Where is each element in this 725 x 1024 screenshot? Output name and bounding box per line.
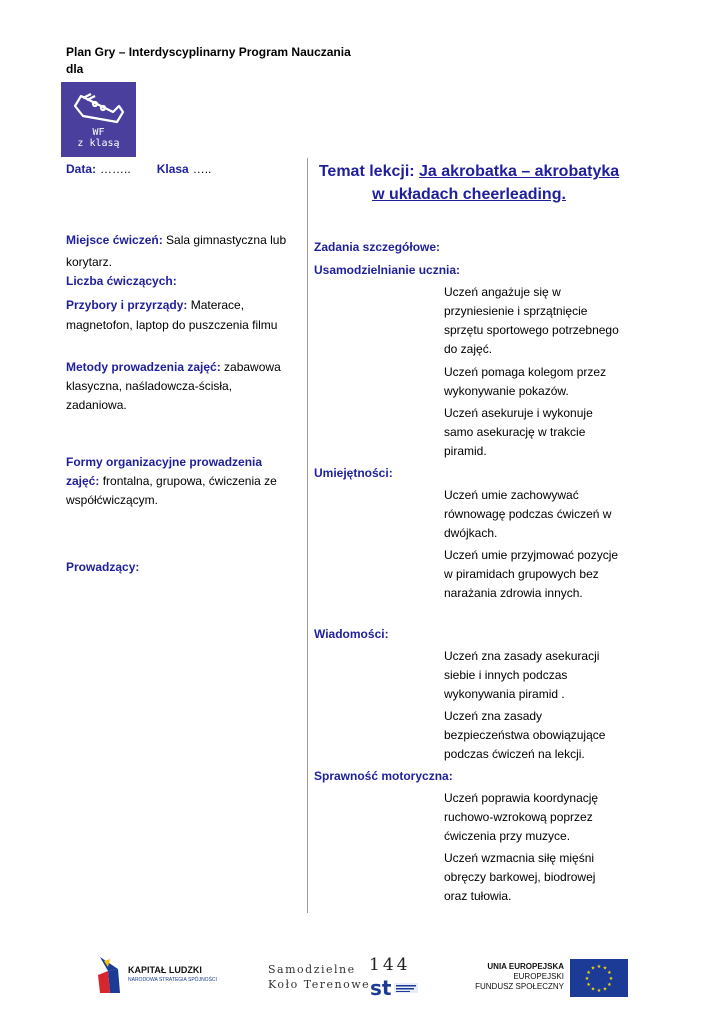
przybory-label: Przybory i przyrządy: [66,298,188,312]
eu-line2: EUROPEJSKI [513,972,564,981]
eu-text [472,962,564,992]
column-divider [307,158,308,913]
umiejetnosci-heading: Umiejętności: [314,466,393,480]
date-class-row [66,162,215,176]
stg-logo-icon [370,975,420,999]
formy-label: Formy organizacyjne prowadzenia zajęć: [66,455,263,488]
klasa-value: ….. [192,162,212,176]
list-item: Uczeń poprawia koordynację ruchowo-wzrokową poprzez ćwiczenia przy muzyce. [444,791,599,843]
eu-star-icon: ★ [584,976,590,982]
lesson-title [314,160,624,206]
eu-star-icon: ★ [590,986,596,993]
stg-logo [370,975,420,999]
eu-line1: UNIA EUROPEJSKA [487,962,564,971]
liczba-block [66,272,296,291]
list-item: Uczeń asekuruje i wykonuje samo asekurację w trakcie piramid. [444,406,593,458]
lesson-title-prefix: Temat lekcji: [318,163,420,180]
metody-block [66,358,296,415]
wf-z-klasa-logo [61,82,136,157]
prowadzacy-block [66,558,296,577]
wiadomosci-heading: Wiadomości: [314,627,389,641]
formy-block [66,453,296,510]
list-item: Uczeń umie przyjmować pozycje w piramidach grupowych bez narażania zdrowia innych. [444,548,619,600]
data-label: Data: [66,162,97,176]
eu-star-icon: ★ [607,982,612,988]
eu-star-icon: ★ [590,965,596,972]
eu-line3: FUNDUSZ SPOŁECZNY [475,982,564,991]
sprawnosc-heading: Sprawność motoryczna: [314,769,453,783]
list-item: Uczeń umie zachowywać równowagę podczas ćwiczeń w dwójkach. [444,488,612,540]
svg-text:st: st [370,976,392,999]
eu-star-icon: ★ [608,976,614,982]
data-value: …….. [100,162,131,176]
logo-text-wf: WF [92,127,105,138]
klasa-label: Klasa [156,162,189,176]
miejsce-label: Miejsce ćwiczeń: [66,233,163,247]
kapital-ludzki-subtext: NARODOWA STRATEGIA SPÓJNOŚCI [128,977,217,983]
list-item: Uczeń pomaga kolegom przez wykonywanie pokazów. [444,365,607,398]
sk-line1: Samodzielne [268,963,356,976]
kapital-ludzki-emblem-icon [96,955,122,995]
eu-star-icon: ★ [607,970,612,976]
eu-star-icon: ★ [602,986,608,993]
eu-star-icon: ★ [596,988,602,994]
lesson-title-main: Ja akrobatka – akrobatyka w układach cheerleading. [372,163,620,203]
eu-star-icon: ★ [602,965,608,972]
miejsce-value: Sala gimnastyczna lub korytarz. [66,233,287,269]
document-title [66,44,366,78]
page-number: 144 [369,955,411,975]
sneaker-icon [61,86,136,131]
list-item: Uczeń zna zasady bezpieczeństwa obowiązujące podczas ćwiczeń na lekcji. [444,709,606,761]
przybory-block [66,295,296,335]
document-title-line2: dla [66,62,84,76]
eu-flag-icon [570,959,628,997]
eu-stars-icon [570,959,628,997]
samodzielne-kolo-text [268,962,370,992]
miejsce-block [66,229,296,273]
eu-star-icon: ★ [596,964,602,970]
kapital-ludzki-logo [96,955,216,997]
list-item: Uczeń zna zasady asekuracji siebie i innych podczas wykonywania piramid . [444,649,600,701]
list-item: Uczeń wzmacnia siłę mięśni obręczy barkowej, biodrowej oraz tułowia. [444,851,596,903]
metody-label: Metody prowadzenia zajęć: [66,360,221,374]
prowadzacy-label: Prowadzący: [66,560,140,574]
list-item: Uczeń angażuje się w przyniesienie i sprzątnięcie sprzętu sportowego potrzebnego do zajęć. [444,285,619,356]
eu-star-icon: ★ [586,970,591,976]
liczba-label: Liczba ćwiczących: [66,274,177,288]
document-title-line1: Plan Gry – Interdyscyplinarny Program Nauczania [66,45,351,59]
logo-text-z-klasa: z klasą [77,138,120,149]
przybory-value: Materace, magnetofon, laptop do puszczenia filmu [66,298,278,332]
kapital-ludzki-text: KAPITAŁ LUDZKI [128,965,202,975]
zadania-heading: Zadania szczegółowe: [314,240,441,254]
sk-line2: Koło Terenowe [268,978,371,991]
formy-value: frontalna, grupowa, ćwiczenia ze współćwiczącym. [66,474,277,507]
metody-value: zabawowa klasyczna, naśladowcza-ścisła, zadaniowa. [66,360,281,412]
eu-star-icon: ★ [586,982,591,988]
usamodzielnianie-heading: Usamodzielnianie ucznia: [314,263,461,277]
